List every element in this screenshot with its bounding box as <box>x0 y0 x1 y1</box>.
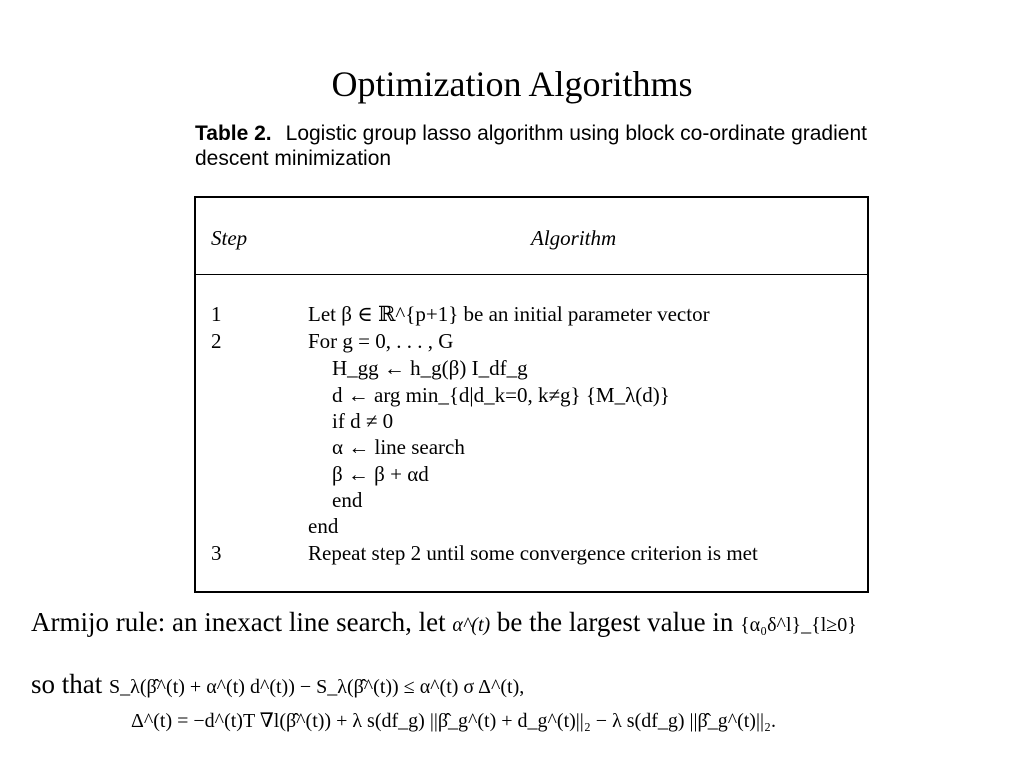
delta-definition: Δ^(t) = −d^(t)T ∇l(β̂^(t)) + λ s(df_g) ||β̂_g^(t) + d_g^(t)||₂ − λ s(df_g) ||β̂_g^(t)||₂. <box>131 710 776 732</box>
table-header <box>196 198 867 275</box>
so-that-line <box>31 668 524 703</box>
step-text: end <box>308 514 339 538</box>
header-step: Step <box>211 226 248 250</box>
step-text: For g = 0, . . . , G <box>308 329 454 353</box>
step-text: H_gg ← h_g(β) I_df_g <box>332 356 528 380</box>
step-text: end <box>332 488 363 512</box>
step-number: 2 <box>211 329 222 353</box>
slide-title: Optimization Algorithms <box>331 64 693 104</box>
so-that-text: so that <box>31 669 103 699</box>
step-text: if d ≠ 0 <box>332 409 394 433</box>
armijo-text-2: be the largest value in <box>496 607 734 637</box>
step-number: 3 <box>211 541 222 565</box>
step-text: Let β ∈ ℝ^{p+1} be an initial parameter vector <box>308 302 710 326</box>
table-label: Table 2. <box>195 122 272 145</box>
set-math: {α₀δ^l}_{l≥0} <box>740 614 857 636</box>
header-algorithm: Algorithm <box>531 226 617 250</box>
step-text: α ← line search <box>332 435 465 459</box>
alpha-math: α^(t) <box>452 614 491 636</box>
step-number: 1 <box>211 302 222 326</box>
table-caption <box>195 121 895 171</box>
step-text: Repeat step 2 until some convergence criterion is met <box>308 541 758 565</box>
armijo-text-1: Armijo rule: an inexact line search, let <box>31 607 446 637</box>
step-text: d ← arg min_{d|d_k=0, k≠g} {M_λ(d)} <box>332 383 670 407</box>
armijo-inequality: S_λ(β̂^(t) + α^(t) d^(t)) − S_λ(β̂^(t)) ≤ α^(t) σ Δ^(t), <box>109 676 525 698</box>
armijo-rule-line <box>31 606 857 641</box>
table-caption-text: Logistic group lasso algorithm using block co-ordinate gradient descent minimization <box>195 122 867 170</box>
step-text: β ← β + αd <box>332 462 429 486</box>
algorithm-table <box>194 196 869 593</box>
